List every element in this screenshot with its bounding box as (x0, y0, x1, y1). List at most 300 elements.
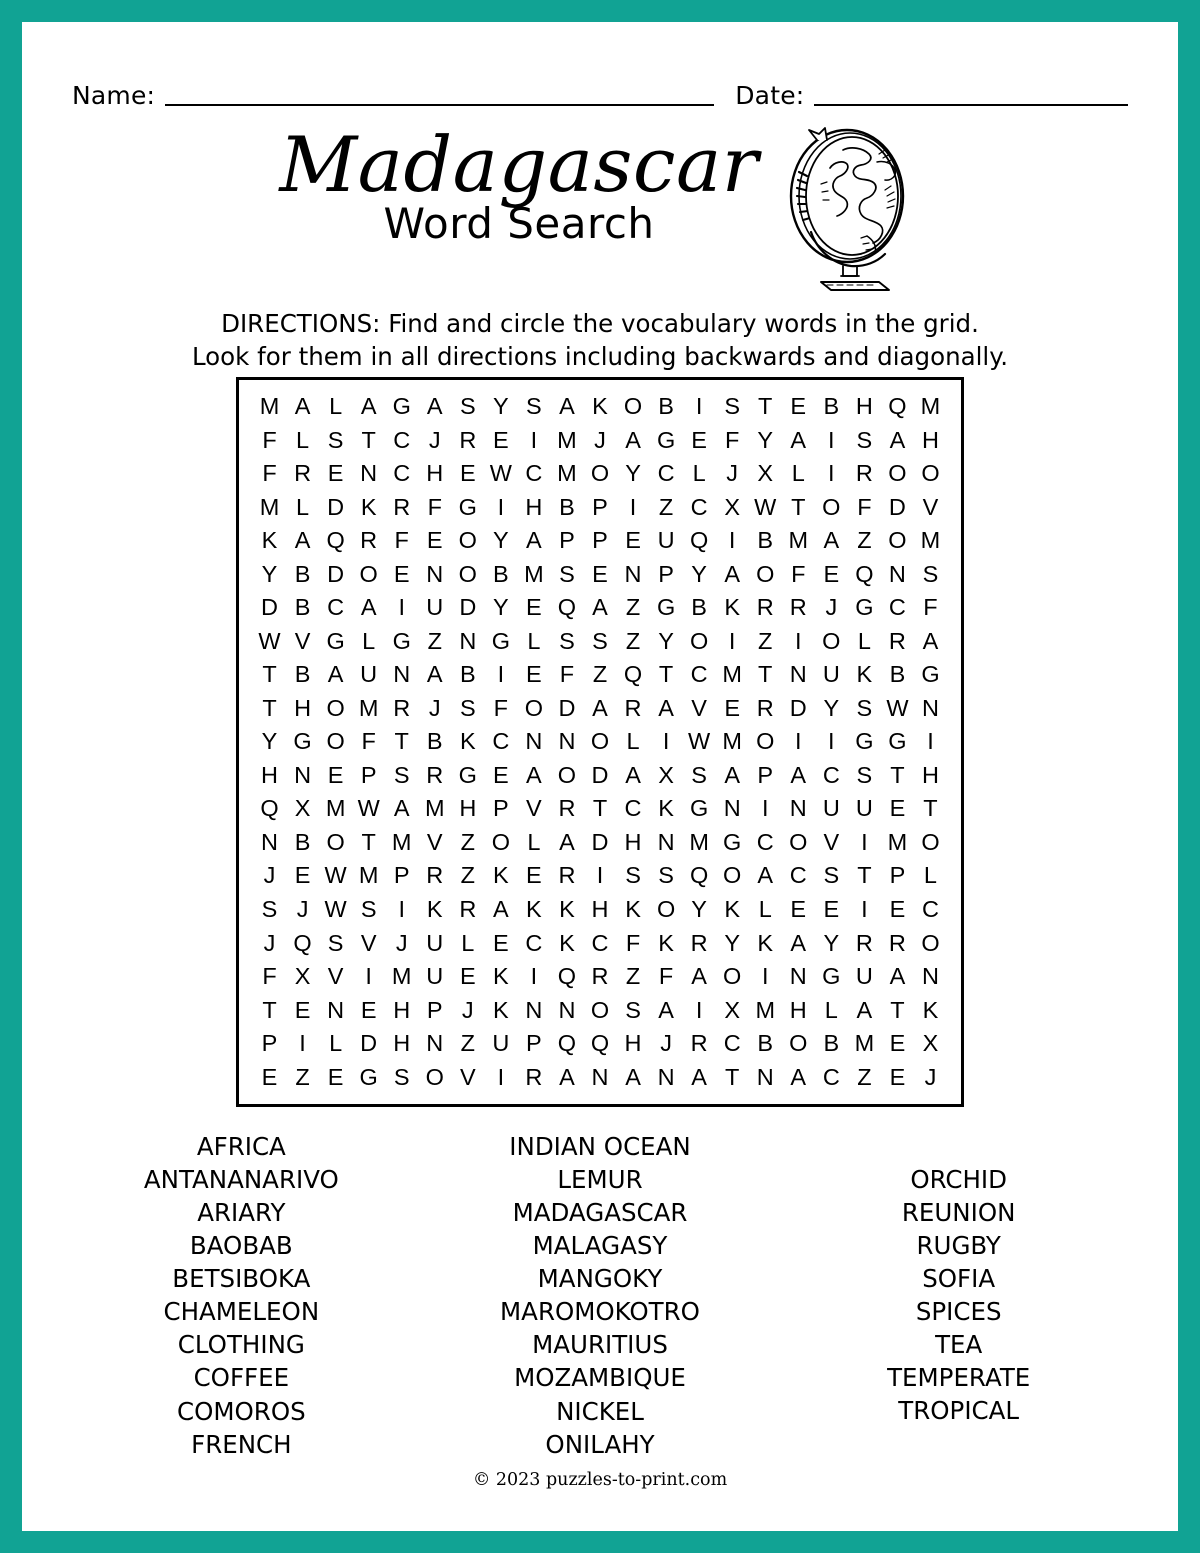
grid-cell[interactable]: T (361, 828, 376, 855)
grid-cell[interactable]: I (861, 828, 868, 855)
grid-cell[interactable]: W (357, 795, 380, 822)
grid-cell[interactable]: S (360, 895, 377, 922)
grid-cell[interactable]: G (359, 1063, 378, 1090)
grid-cell[interactable]: M (722, 728, 742, 755)
grid-cell[interactable]: D (261, 594, 279, 621)
grid-cell[interactable]: J (461, 996, 474, 1023)
grid-cell[interactable]: M (557, 426, 577, 453)
grid-cell[interactable]: O (921, 929, 940, 956)
grid-cell[interactable]: M (391, 828, 412, 855)
grid-cell[interactable]: Z (592, 661, 608, 688)
grid-cell[interactable]: B (691, 594, 707, 621)
grid-cell[interactable]: C (822, 1063, 840, 1090)
grid-cell[interactable]: A (294, 527, 311, 554)
word-list-item[interactable]: MAURITIUS (532, 1330, 668, 1360)
grid-cell[interactable]: A (360, 594, 377, 621)
grid-cell[interactable]: Q (855, 560, 874, 587)
grid-cell[interactable]: R (789, 594, 807, 621)
grid-cell[interactable]: I (828, 728, 835, 755)
grid-cell[interactable]: H (261, 761, 279, 788)
grid-cell[interactable]: L (692, 460, 706, 487)
grid-cell[interactable]: O (756, 728, 775, 755)
grid-cell[interactable]: R (855, 460, 873, 487)
grid-cell[interactable]: S (625, 862, 641, 889)
grid-cell[interactable]: P (493, 795, 509, 822)
grid-cell[interactable]: V (526, 795, 542, 822)
grid-cell[interactable]: S (856, 761, 873, 788)
grid-cell[interactable]: L (527, 828, 541, 855)
grid-cell[interactable]: U (426, 929, 444, 956)
grid-cell[interactable]: K (856, 661, 873, 688)
grid-cell[interactable]: K (658, 929, 674, 956)
grid-cell[interactable]: H (624, 1030, 642, 1057)
grid-cell[interactable]: Z (857, 527, 872, 554)
word-list-item[interactable]: MANGOKY (537, 1264, 663, 1294)
grid-cell[interactable]: K (493, 996, 509, 1023)
grid-cell[interactable]: E (459, 460, 476, 487)
grid-cell[interactable]: S (261, 895, 278, 922)
grid-cell[interactable]: Q (623, 661, 643, 688)
grid-cell[interactable]: I (828, 426, 835, 453)
grid-cell[interactable]: E (493, 761, 509, 788)
grid-cell[interactable]: I (861, 895, 868, 922)
grid-cell[interactable]: N (657, 828, 675, 855)
grid-cell[interactable]: I (795, 728, 802, 755)
grid-cell[interactable]: H (591, 895, 609, 922)
grid-cell[interactable]: H (294, 694, 312, 721)
grid-cell[interactable]: T (890, 996, 905, 1023)
grid-cell[interactable]: M (524, 560, 544, 587)
word-list-item[interactable]: SOFIA (922, 1264, 996, 1294)
grid-cell[interactable]: H (855, 393, 873, 420)
grid-cell[interactable]: Y (493, 393, 509, 420)
grid-cell[interactable]: B (823, 393, 840, 420)
grid-cell[interactable]: P (261, 1030, 278, 1057)
grid-cell[interactable]: N (558, 996, 576, 1023)
grid-cell[interactable]: K (559, 895, 575, 922)
grid-cell[interactable]: O (888, 460, 907, 487)
grid-cell[interactable]: F (262, 963, 277, 990)
grid-cell[interactable]: A (625, 1063, 641, 1090)
word-list-item[interactable]: COFFEE (193, 1363, 290, 1393)
grid-cell[interactable]: Z (295, 1063, 310, 1090)
grid-cell[interactable]: E (327, 1063, 344, 1090)
grid-cell[interactable]: R (294, 460, 312, 487)
grid-cell[interactable]: N (789, 661, 807, 688)
grid-cell[interactable]: K (261, 527, 278, 554)
grid-cell[interactable]: S (691, 761, 707, 788)
grid-cell[interactable]: F (923, 594, 938, 621)
grid-cell[interactable]: I (828, 460, 835, 487)
grid-cell[interactable]: G (293, 728, 312, 755)
grid-cell[interactable]: I (299, 1030, 306, 1057)
grid-cell[interactable]: O (590, 996, 610, 1023)
grid-cell[interactable]: B (426, 728, 443, 755)
grid-cell[interactable]: N (591, 1063, 609, 1090)
grid-cell[interactable]: L (362, 627, 376, 654)
grid-cell[interactable]: V (922, 493, 939, 520)
grid-cell[interactable]: A (625, 426, 641, 453)
grid-cell[interactable]: V (360, 929, 377, 956)
grid-cell[interactable]: A (658, 694, 674, 721)
grid-cell[interactable]: W (754, 493, 777, 520)
grid-cell[interactable]: X (757, 460, 774, 487)
grid-cell[interactable]: F (493, 694, 509, 721)
grid-cell[interactable]: P (559, 527, 575, 554)
grid-cell[interactable]: G (458, 493, 477, 520)
grid-cell[interactable]: O (557, 761, 577, 788)
grid-cell[interactable]: M (920, 393, 941, 420)
grid-cell[interactable]: S (658, 862, 674, 889)
grid-cell[interactable]: E (889, 895, 906, 922)
word-list-item[interactable]: TROPICAL (898, 1396, 1020, 1426)
grid-cell[interactable]: N (789, 963, 807, 990)
word-list-item[interactable]: CHAMELEON (163, 1297, 320, 1327)
grid-cell[interactable]: C (690, 661, 708, 688)
grid-cell[interactable]: U (426, 963, 444, 990)
grid-cell[interactable]: T (262, 996, 277, 1023)
grid-cell[interactable]: R (690, 1030, 708, 1057)
grid-cell[interactable]: I (497, 493, 505, 520)
grid-cell[interactable]: A (526, 527, 542, 554)
grid-cell[interactable]: Y (823, 929, 840, 956)
grid-cell[interactable]: G (656, 594, 676, 621)
grid-cell[interactable]: I (927, 728, 934, 755)
word-search-grid[interactable] (236, 377, 964, 1107)
word-list-item[interactable]: ANTANANARIVO (143, 1165, 339, 1195)
grid-cell[interactable]: N (723, 795, 741, 822)
grid-cell[interactable]: O (458, 560, 477, 587)
grid-cell[interactable]: G (888, 728, 907, 755)
grid-cell[interactable]: S (724, 393, 741, 420)
grid-cell[interactable]: O (524, 694, 544, 721)
grid-cell[interactable]: L (329, 1030, 343, 1057)
grid-cell[interactable]: Z (625, 594, 641, 621)
grid-cell[interactable]: C (723, 1030, 741, 1057)
grid-cell[interactable]: N (426, 560, 444, 587)
grid-cell[interactable]: S (393, 1063, 410, 1090)
grid-cell[interactable]: P (360, 761, 377, 788)
grid-cell[interactable]: X (922, 1030, 939, 1057)
grid-cell[interactable]: K (459, 728, 476, 755)
grid-cell[interactable]: S (823, 862, 840, 889)
grid-cell[interactable]: O (723, 862, 742, 889)
grid-cell[interactable]: F (559, 661, 575, 688)
grid-cell[interactable]: X (724, 493, 741, 520)
grid-cell[interactable]: F (857, 493, 872, 520)
grid-cell[interactable]: D (888, 493, 906, 520)
grid-cell[interactable]: J (263, 929, 276, 956)
grid-cell[interactable]: M (259, 493, 280, 520)
grid-cell[interactable]: C (591, 929, 609, 956)
grid-cell[interactable]: R (459, 426, 477, 453)
grid-cell[interactable]: F (427, 493, 442, 520)
word-list-item[interactable]: MOZAMBIQUE (514, 1363, 686, 1393)
grid-cell[interactable]: Z (658, 493, 674, 520)
grid-cell[interactable]: Y (724, 929, 741, 956)
grid-cell[interactable]: L (857, 627, 871, 654)
grid-cell[interactable]: C (492, 728, 510, 755)
grid-cell[interactable]: A (426, 661, 443, 688)
grid-cell[interactable]: E (625, 527, 641, 554)
grid-cell[interactable]: M (358, 694, 379, 721)
grid-cell[interactable]: Q (293, 929, 312, 956)
grid-cell[interactable]: T (658, 661, 674, 688)
grid-cell[interactable]: F (262, 460, 277, 487)
grid-cell[interactable]: N (327, 996, 345, 1023)
grid-cell[interactable]: A (559, 828, 575, 855)
grid-cell[interactable]: O (723, 963, 742, 990)
grid-cell[interactable]: A (790, 761, 807, 788)
grid-cell[interactable]: E (889, 1030, 906, 1057)
grid-cell[interactable]: W (489, 460, 512, 487)
word-list-item[interactable]: SPICES (915, 1297, 1002, 1327)
grid-cell[interactable]: I (497, 1063, 505, 1090)
grid-cell[interactable]: R (360, 527, 378, 554)
grid-cell[interactable]: N (360, 460, 378, 487)
grid-cell[interactable]: L (923, 862, 937, 889)
grid-cell[interactable]: A (327, 661, 344, 688)
grid-cell[interactable]: B (559, 493, 575, 520)
grid-cell[interactable]: B (294, 560, 311, 587)
grid-cell[interactable]: C (525, 929, 543, 956)
grid-cell[interactable]: E (889, 1063, 906, 1090)
grid-cell[interactable]: T (791, 493, 806, 520)
grid-cell[interactable]: P (426, 996, 443, 1023)
grid-cell[interactable]: H (393, 996, 411, 1023)
grid-cell[interactable]: R (459, 895, 477, 922)
grid-cell[interactable]: E (790, 895, 807, 922)
grid-cell[interactable]: S (327, 426, 344, 453)
grid-cell[interactable]: C (657, 460, 675, 487)
grid-cell[interactable]: C (690, 493, 708, 520)
grid-cell[interactable]: L (329, 393, 343, 420)
grid-cell[interactable]: W (886, 694, 909, 721)
grid-cell[interactable]: P (889, 862, 906, 889)
grid-cell[interactable]: U (855, 963, 873, 990)
grid-cell[interactable]: D (360, 1030, 378, 1057)
word-list-item[interactable]: LEMUR (557, 1165, 643, 1195)
grid-cell[interactable]: R (855, 929, 873, 956)
grid-cell[interactable]: J (726, 460, 739, 487)
grid-cell[interactable]: T (394, 728, 409, 755)
grid-cell[interactable]: W (324, 862, 347, 889)
grid-cell[interactable]: T (758, 661, 773, 688)
grid-cell[interactable]: T (758, 393, 773, 420)
name-write-line[interactable] (165, 103, 713, 106)
grid-cell[interactable]: C (921, 895, 939, 922)
grid-cell[interactable]: J (296, 895, 309, 922)
grid-cell[interactable]: F (361, 728, 376, 755)
grid-cell[interactable]: D (591, 828, 609, 855)
grid-cell[interactable]: M (358, 862, 379, 889)
grid-cell[interactable]: F (262, 426, 277, 453)
grid-cell[interactable]: P (592, 527, 608, 554)
grid-cell[interactable]: A (393, 795, 410, 822)
grid-cell[interactable]: D (591, 761, 609, 788)
grid-cell[interactable]: A (526, 761, 542, 788)
grid-cell[interactable]: T (262, 694, 277, 721)
grid-cell[interactable]: D (327, 560, 345, 587)
grid-cell[interactable]: C (756, 828, 774, 855)
grid-cell[interactable]: X (294, 795, 311, 822)
grid-cell[interactable]: U (360, 661, 378, 688)
grid-cell[interactable]: Z (625, 627, 641, 654)
grid-cell[interactable]: R (756, 594, 774, 621)
grid-cell[interactable]: R (624, 694, 642, 721)
grid-cell[interactable]: G (822, 963, 841, 990)
grid-cell[interactable]: E (691, 426, 707, 453)
grid-cell[interactable]: Q (326, 527, 345, 554)
grid-cell[interactable]: B (757, 1030, 774, 1057)
grid-cell[interactable]: E (493, 929, 509, 956)
grid-cell[interactable]: S (327, 929, 344, 956)
grid-cell[interactable]: K (724, 895, 741, 922)
grid-cell[interactable]: E (724, 694, 741, 721)
grid-cell[interactable]: I (398, 594, 405, 621)
grid-cell[interactable]: Y (625, 460, 641, 487)
grid-cell[interactable]: T (923, 795, 938, 822)
grid-cell[interactable]: G (326, 627, 345, 654)
grid-cell[interactable]: I (695, 996, 703, 1023)
grid-cell[interactable]: N (426, 1030, 444, 1057)
grid-cell[interactable]: N (921, 963, 939, 990)
grid-cell[interactable]: O (789, 828, 808, 855)
grid-cell[interactable]: A (658, 996, 674, 1023)
grid-cell[interactable]: H (624, 828, 642, 855)
grid-cell[interactable]: L (758, 895, 772, 922)
word-list-item[interactable]: MADAGASCAR (512, 1198, 688, 1228)
grid-cell[interactable]: D (459, 594, 477, 621)
grid-cell[interactable]: A (856, 996, 873, 1023)
word-list-item[interactable]: ONILAHY (545, 1429, 655, 1459)
grid-cell[interactable]: M (722, 661, 742, 688)
grid-cell[interactable]: Y (757, 426, 774, 453)
grid-cell[interactable]: I (761, 795, 769, 822)
grid-cell[interactable]: E (294, 996, 311, 1023)
grid-cell[interactable]: W (688, 728, 711, 755)
grid-cell[interactable]: L (527, 627, 541, 654)
grid-cell[interactable]: C (888, 594, 906, 621)
grid-cell[interactable]: A (823, 527, 840, 554)
grid-cell[interactable]: Z (460, 1030, 475, 1057)
grid-cell[interactable]: M (689, 828, 709, 855)
grid-cell[interactable]: I (728, 627, 736, 654)
grid-cell[interactable]: G (921, 661, 940, 688)
grid-cell[interactable]: O (888, 527, 907, 554)
grid-cell[interactable]: S (459, 694, 476, 721)
grid-cell[interactable]: A (592, 594, 608, 621)
grid-cell[interactable]: C (822, 761, 840, 788)
grid-cell[interactable]: J (263, 862, 276, 889)
grid-cell[interactable]: F (791, 560, 806, 587)
grid-cell[interactable]: E (393, 560, 410, 587)
grid-cell[interactable]: U (492, 1030, 510, 1057)
grid-cell[interactable]: K (922, 996, 939, 1023)
grid-cell[interactable]: E (526, 862, 542, 889)
grid-cell[interactable]: M (920, 527, 941, 554)
grid-cell[interactable]: Y (691, 560, 707, 587)
word-list-item[interactable]: ORCHID (910, 1165, 1008, 1194)
grid-cell[interactable]: K (493, 963, 509, 990)
grid-cell[interactable]: G (392, 393, 411, 420)
grid-cell[interactable]: W (324, 895, 347, 922)
grid-cell[interactable]: M (259, 393, 280, 420)
grid-cell[interactable]: O (326, 728, 345, 755)
grid-cell[interactable]: I (728, 527, 736, 554)
grid-cell[interactable]: F (394, 527, 409, 554)
word-list-item[interactable]: ARIARY (197, 1198, 286, 1228)
grid-cell[interactable]: S (922, 560, 939, 587)
grid-cell[interactable]: T (857, 862, 872, 889)
grid-cell[interactable]: U (657, 527, 675, 554)
grid-cell[interactable]: P (393, 862, 410, 889)
grid-cell[interactable]: G (855, 594, 874, 621)
grid-cell[interactable]: E (459, 963, 476, 990)
grid-cell[interactable]: F (658, 963, 674, 990)
grid-cell[interactable]: Q (557, 1030, 577, 1057)
grid-cell[interactable]: E (327, 460, 344, 487)
grid-cell[interactable]: V (459, 1063, 476, 1090)
grid-cell[interactable]: R (888, 929, 906, 956)
grid-cell[interactable]: R (426, 761, 444, 788)
grid-cell[interactable]: I (629, 493, 637, 520)
grid-cell[interactable]: H (393, 1030, 411, 1057)
word-list-item[interactable]: NICKEL (556, 1396, 644, 1426)
grid-cell[interactable]: N (789, 795, 807, 822)
grid-cell[interactable]: Q (590, 1030, 610, 1057)
grid-cell[interactable]: I (662, 728, 670, 755)
grid-cell[interactable]: B (294, 828, 311, 855)
grid-cell[interactable]: O (756, 560, 775, 587)
grid-cell[interactable]: J (594, 426, 606, 453)
grid-cell[interactable]: G (855, 728, 874, 755)
grid-cell[interactable]: H (426, 460, 444, 487)
grid-cell[interactable]: D (789, 694, 807, 721)
grid-cell[interactable]: R (525, 1063, 543, 1090)
grid-cell[interactable]: H (789, 996, 807, 1023)
grid-cell[interactable]: G (723, 828, 742, 855)
grid-cell[interactable]: O (822, 493, 841, 520)
grid-cell[interactable]: E (889, 795, 906, 822)
grid-cell[interactable]: U (822, 661, 840, 688)
grid-cell[interactable]: L (296, 493, 310, 520)
grid-cell[interactable]: A (724, 560, 741, 587)
grid-cell[interactable]: L (824, 996, 838, 1023)
grid-cell[interactable]: L (296, 426, 310, 453)
grid-cell[interactable]: N (624, 560, 642, 587)
grid-cell[interactable]: X (294, 963, 311, 990)
grid-cell[interactable]: I (795, 627, 802, 654)
grid-cell[interactable]: U (855, 795, 873, 822)
grid-cell[interactable]: J (428, 426, 441, 453)
grid-cell[interactable]: G (392, 627, 411, 654)
grid-cell[interactable]: O (789, 1030, 808, 1057)
grid-cell[interactable]: A (922, 627, 939, 654)
word-list-item[interactable]: RUGBY (916, 1231, 1001, 1261)
grid-cell[interactable]: J (825, 594, 838, 621)
grid-cell[interactable]: Y (658, 627, 674, 654)
grid-cell[interactable]: H (921, 761, 939, 788)
grid-cell[interactable]: B (757, 527, 774, 554)
grid-cell[interactable]: E (823, 560, 840, 587)
grid-cell[interactable]: E (823, 895, 840, 922)
grid-cell[interactable]: C (327, 594, 345, 621)
grid-cell[interactable]: Z (460, 828, 475, 855)
grid-cell[interactable]: B (889, 661, 906, 688)
grid-cell[interactable]: S (559, 627, 575, 654)
grid-cell[interactable]: R (393, 694, 411, 721)
